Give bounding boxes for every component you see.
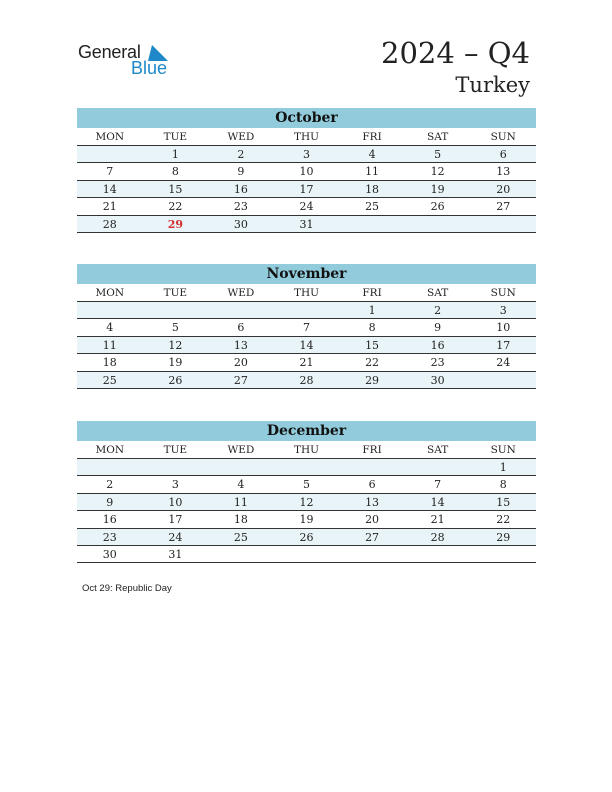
date-cell: 23	[233, 200, 248, 214]
date-cell: 20	[496, 182, 511, 196]
date-cell	[339, 216, 405, 233]
date-cell	[274, 302, 340, 319]
date-cell: 31	[299, 217, 314, 231]
week-row	[77, 319, 536, 336]
date-cell	[208, 546, 274, 563]
weekday-label: TUE	[143, 441, 209, 459]
date-cell: 17	[168, 513, 183, 527]
date-cell: 6	[368, 478, 376, 492]
date-cell: 8	[499, 478, 507, 492]
date-cell: 29	[496, 530, 511, 544]
weekday-header-row	[77, 284, 536, 302]
date-cell: 2	[106, 478, 114, 492]
date-cell: 15	[168, 182, 183, 196]
date-cell: 5	[171, 321, 179, 335]
date-cell: 7	[106, 165, 114, 179]
date-cell: 20	[233, 356, 248, 370]
date-cell: 6	[499, 148, 507, 161]
date-cell: 2	[434, 304, 442, 317]
date-cell	[77, 459, 143, 476]
date-cell: 12	[299, 495, 314, 509]
generalblue-logo	[78, 42, 188, 82]
logo-text-blue: Blue	[131, 58, 168, 78]
date-cell	[143, 302, 209, 319]
date-cell: 12	[168, 338, 183, 352]
date-cell: 22	[168, 200, 183, 214]
date-cell: 19	[430, 182, 445, 196]
weekday-label: SAT	[405, 128, 471, 146]
weekday-header-row	[77, 128, 536, 146]
date-cell: 29	[365, 373, 380, 387]
date-cell: 25	[233, 530, 248, 544]
date-cell	[470, 546, 536, 563]
date-cell: 7	[302, 321, 310, 335]
date-cell	[274, 459, 340, 476]
date-cell: 22	[496, 513, 511, 527]
date-cell: 14	[430, 495, 445, 509]
date-cell: 14	[102, 182, 117, 196]
month-name: November	[77, 264, 536, 284]
week-row	[77, 216, 536, 233]
month-name: December	[77, 421, 536, 441]
weekday-label: FRI	[339, 441, 405, 459]
week-row	[77, 146, 536, 163]
date-cell: 30	[233, 217, 248, 231]
weekday-label: WED	[208, 284, 274, 302]
date-cell	[208, 302, 274, 319]
week-row	[77, 181, 536, 198]
date-cell: 17	[496, 338, 511, 352]
weekday-label: TUE	[143, 284, 209, 302]
date-cell	[470, 216, 536, 233]
date-cell: 11	[365, 165, 380, 179]
date-cell: 24	[496, 356, 511, 370]
date-cell: 10	[299, 165, 314, 179]
date-cell	[274, 546, 340, 563]
date-cell: 28	[430, 530, 445, 544]
date-cell: 3	[302, 148, 310, 161]
week-row	[77, 546, 536, 563]
date-cell: 16	[102, 513, 117, 527]
weekday-label: MON	[77, 441, 143, 459]
date-cell	[339, 459, 405, 476]
date-cell	[143, 459, 209, 476]
date-cell: 18	[365, 182, 380, 196]
date-cell: 26	[430, 200, 445, 214]
date-cell: 12	[430, 165, 445, 179]
weekday-header-row	[77, 441, 536, 459]
date-cell: 10	[496, 321, 511, 335]
weekday-label: SAT	[405, 441, 471, 459]
weekday-label: FRI	[339, 128, 405, 146]
date-cell: 31	[168, 547, 183, 561]
date-cell	[405, 459, 471, 476]
date-cell: 28	[102, 217, 117, 231]
weekday-label: MON	[77, 284, 143, 302]
date-cell	[470, 372, 536, 389]
date-cell: 16	[233, 182, 248, 196]
date-cell: 19	[299, 513, 314, 527]
date-cell: 21	[102, 200, 117, 214]
weekday-label: FRI	[339, 284, 405, 302]
week-row	[77, 198, 536, 215]
date-cell: 1	[171, 148, 179, 161]
weekday-label: MON	[77, 128, 143, 146]
week-row	[77, 163, 536, 180]
date-cell: 9	[237, 165, 245, 179]
date-cell: 26	[299, 530, 314, 544]
date-cell: 5	[302, 478, 310, 492]
date-cell: 2	[237, 148, 245, 161]
date-cell: 25	[102, 373, 117, 387]
logo-text-general: General	[78, 42, 141, 62]
date-cell: 3	[171, 478, 179, 492]
date-cell: 1	[368, 304, 376, 317]
date-cell: 4	[368, 148, 376, 161]
week-row	[77, 476, 536, 493]
date-cell: 4	[237, 478, 245, 492]
date-cell: 24	[299, 200, 314, 214]
date-cell: 18	[102, 356, 117, 370]
month-calendar-december	[77, 421, 536, 563]
weekday-label: SUN	[470, 284, 536, 302]
date-cell: 15	[365, 338, 380, 352]
weekday-label: WED	[208, 441, 274, 459]
holiday-note: Oct 29: Republic Day	[82, 583, 172, 594]
month-calendar-november	[77, 264, 536, 389]
date-cell: 9	[434, 321, 442, 335]
date-cell: 23	[102, 530, 117, 544]
week-row	[77, 372, 536, 389]
date-cell: 19	[168, 356, 183, 370]
weekday-label: SUN	[470, 128, 536, 146]
date-cell: 11	[102, 338, 117, 352]
week-row	[77, 511, 536, 528]
date-cell: 20	[365, 513, 380, 527]
date-cell: 25	[365, 200, 380, 214]
date-cell	[208, 459, 274, 476]
weekday-label: THU	[274, 441, 340, 459]
date-cell: 28	[299, 373, 314, 387]
date-cell	[339, 546, 405, 563]
month-name: October	[77, 108, 536, 128]
date-cell: 14	[299, 338, 314, 352]
weekday-label: SAT	[405, 284, 471, 302]
date-cell: 30	[102, 547, 117, 561]
weekday-label: SUN	[470, 441, 536, 459]
country-subtitle: Turkey	[455, 73, 530, 97]
date-cell: 13	[365, 495, 380, 509]
date-cell: 10	[168, 495, 183, 509]
week-row	[77, 302, 536, 319]
date-cell: 27	[233, 373, 248, 387]
week-row	[77, 529, 536, 546]
date-cell: 15	[496, 495, 511, 509]
date-cell: 16	[430, 338, 445, 352]
month-calendar-october	[77, 108, 536, 233]
page-title: 2024 – Q4	[381, 36, 530, 70]
week-row	[77, 459, 536, 476]
date-cell: 8	[368, 321, 376, 335]
date-cell: 8	[171, 165, 179, 179]
date-cell: 21	[299, 356, 314, 370]
date-cell: 23	[430, 356, 445, 370]
date-cell: 7	[434, 478, 442, 492]
date-cell: 9	[106, 495, 114, 509]
date-cell	[405, 216, 471, 233]
week-row	[77, 494, 536, 511]
weekday-label: THU	[274, 284, 340, 302]
weekday-label: TUE	[143, 128, 209, 146]
date-cell	[405, 546, 471, 563]
date-cell: 6	[237, 321, 245, 335]
week-row	[77, 337, 536, 354]
date-cell: 4	[106, 321, 114, 335]
date-cell: 13	[496, 165, 511, 179]
date-cell: 24	[168, 530, 183, 544]
date-cell: 3	[499, 304, 507, 317]
date-cell: 18	[233, 513, 248, 527]
date-cell: 13	[233, 338, 248, 352]
date-cell: 17	[299, 182, 314, 196]
date-cell: 26	[168, 373, 183, 387]
weekday-label: THU	[274, 128, 340, 146]
date-cell: 27	[365, 530, 380, 544]
date-cell: 30	[430, 373, 445, 387]
weekday-label: WED	[208, 128, 274, 146]
date-cell: 27	[496, 200, 511, 214]
holiday-date-cell: 29	[167, 217, 183, 231]
date-cell: 1	[499, 461, 507, 474]
date-cell: 22	[365, 356, 380, 370]
date-cell	[77, 302, 143, 319]
date-cell: 11	[233, 495, 248, 509]
date-cell	[77, 146, 143, 163]
week-row	[77, 354, 536, 371]
date-cell: 5	[434, 148, 442, 161]
date-cell: 21	[430, 513, 445, 527]
